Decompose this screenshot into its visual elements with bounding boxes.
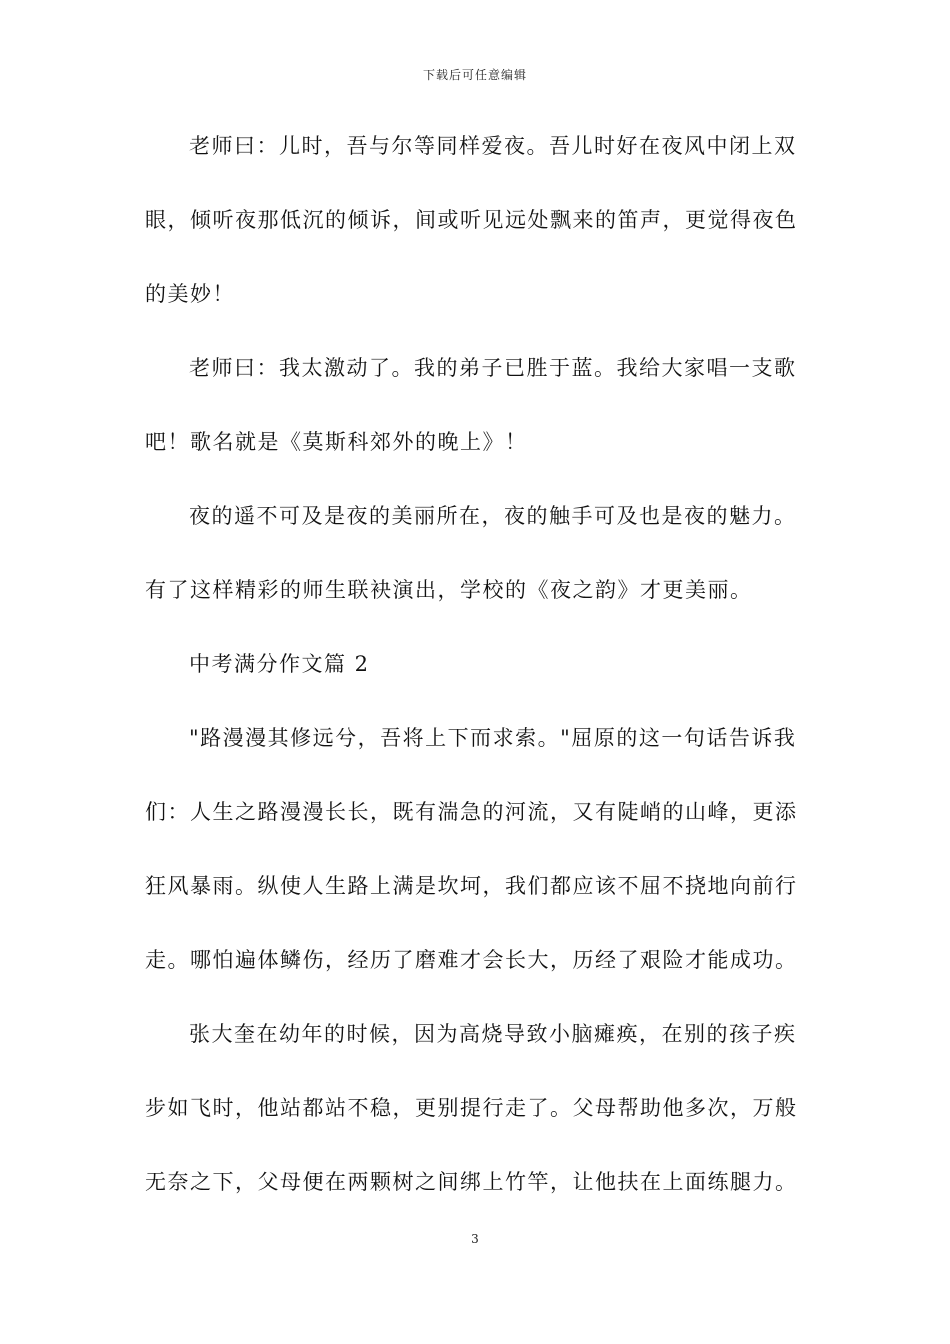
text-line: 们：人生之路漫漫长长，既有湍急的河流，又有陡峭的山峰，更添 [145, 800, 798, 824]
document-body [145, 130, 815, 1240]
text-line: 张大奎在幼年的时候，因为高烧导致小脑瘫痪，在别的孩子疾 [189, 1022, 797, 1046]
page-header: 下载后可任意编辑 [422, 68, 527, 82]
text-line: "路漫漫其修远兮，吾将上下而求索。"屈原的这一句话告诉我 [189, 726, 797, 750]
text-line: 狂风暴雨。纵使人生路上满是坎坷，我们都应该不屈不挠地向前行 [145, 874, 798, 898]
section-heading: 中考满分作文篇 2 [189, 652, 370, 676]
text-line: 吧！歌名就是《莫斯科郊外的晚上》！ [145, 430, 528, 454]
text-line: 眼，倾听夜那低沉的倾诉，间或听见远处飘来的笛声，更觉得夜色 [145, 208, 798, 232]
text-line: 无奈之下，父母便在两颗树之间绑上竹竿，让他扶在上面练腿力。 [145, 1170, 798, 1194]
text-line: 步如飞时，他站都站不稳，更别提行走了。父母帮助他多次，万般 [145, 1096, 798, 1120]
page-number: 3 [471, 1232, 479, 1246]
text-line: 有了这样精彩的师生联袂演出，学校的《夜之韵》才更美丽。 [145, 578, 753, 602]
text-line: 老师曰：儿时，吾与尔等同样爱夜。吾儿时好在夜风中闭上双 [189, 134, 797, 158]
text-line: 的美妙！ [145, 282, 235, 306]
text-line: 老师曰：我太激动了。我的弟子已胜于蓝。我给大家唱一支歌 [189, 356, 797, 380]
text-line: 走。哪怕遍体鳞伤，经历了磨难才会长大，历经了艰险才能成功。 [145, 948, 798, 972]
text-line: 夜的遥不可及是夜的美丽所在，夜的触手可及也是夜的魅力。 [189, 504, 797, 528]
